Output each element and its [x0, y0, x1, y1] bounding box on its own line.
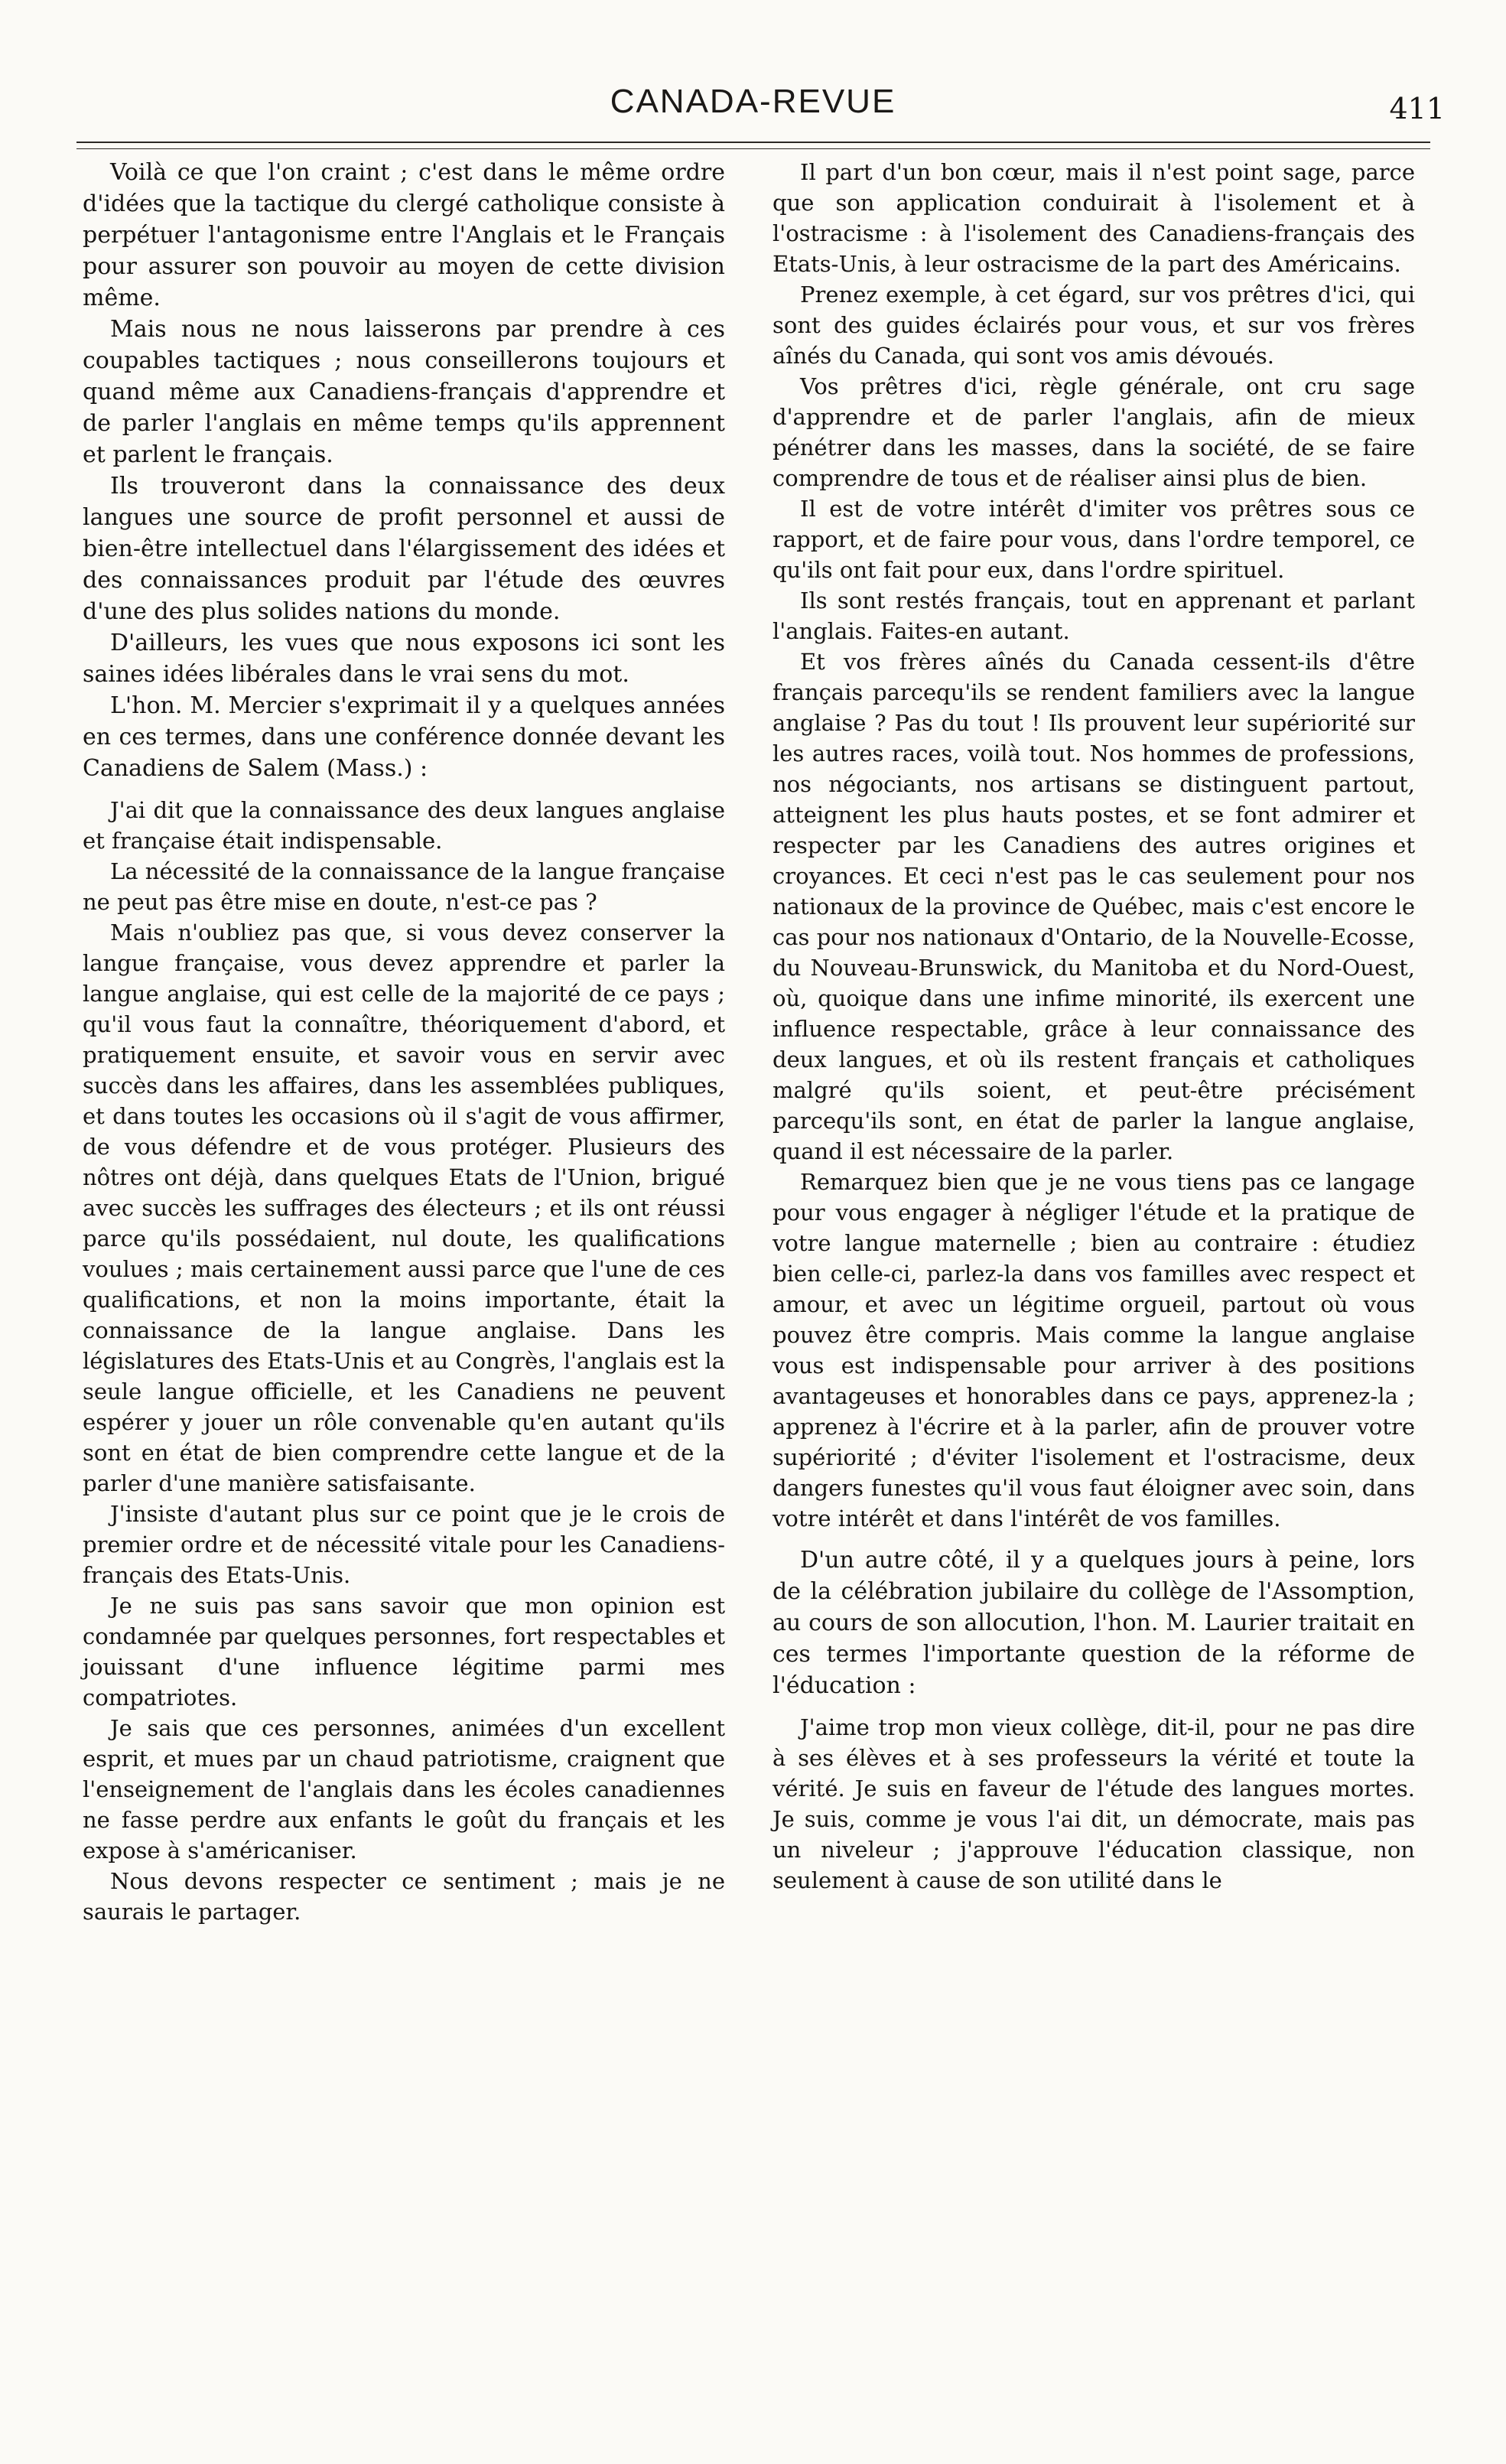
quote-paragraph: Nous devons respecter ce sentiment ; mais je ne saurais le partager.	[83, 1868, 725, 1925]
paragraph: Voilà ce que l'on craint ; c'est dans le même ordre d'idées que la tactique du clergé catholique consiste à perpétuer l'antagonisme entre l'Anglais et le Français pour assurer son pouvoir au moyen de cette division même.	[83, 159, 725, 311]
paragraph: D'ailleurs, les vues que nous exposons ici sont les saines idées libérales dans le vrai sens du mot.	[83, 630, 725, 688]
paragraph: Ils trouveront dans la connaissance des deux langues une source de profit personnel et aussi de bien-être intellectuel dans l'élargissement des idées et des connaissances produit par l'étude des œuvres d'une des plus solides nations du monde.	[83, 473, 725, 625]
page-header	[0, 0, 1506, 134]
quote-paragraph: Je sais que ces personnes, animées d'un excellent esprit, et mues par un chaud patriotisme, craignent que l'enseignement de l'anglais dans les écoles canadiennes ne fasse perdre aux enfants le goût du français et les expose à s'américaniser.	[83, 1715, 725, 1863]
quote-paragraph: Mais n'oubliez pas que, si vous devez conserver la langue française, vous devez apprendre et parler la langue anglaise, qui est celle de la majorité de ce pays ; qu'il vous faut la connaître, théoriquement d'abord, et pratiquement ensuite, et savoir vous en servir avec succès dans les affaires, dans les assemblées publiques, et dans toutes les occasions où il s'agit de vous affirmer, de vous défendre et de vous protéger. Plusieurs des nôtres ont déjà, dans quelques Etats de l'Union, brigué avec succès les suffrages des électeurs ; et ils ont réussi parce qu'ils possédaient, nul doute, les qualifications voulues ; mais certainement aussi parce que l'une de ces qualifications, et non la moins importante, était la connaissance de la langue anglaise. Dans les législatures des Etats-Unis et au Congrès, l'anglais est la seule langue officielle, et les Canadiens ne peuvent espérer y jouer un rôle convenable qu'en autant qu'ils sont en état de bien comprendre cette langue et de la parler d'une manière satisfaisante.	[83, 920, 725, 1496]
page-number: 411	[1389, 92, 1445, 125]
quote-paragraph: Prenez exemple, à cet égard, sur vos prêtres d'ici, qui sont des guides éclairés pour vous, et sur vos frères aînés du Canada, qui sont vos amis dévoués.	[773, 282, 1415, 369]
quote-paragraph: Et vos frères aînés du Canada cessent-ils d'être français parcequ'ils se rendent familiers avec la langue anglaise ? Pas du tout ! Ils prouvent leur supériorité sur les autres races, voilà tout. Nos hommes de professions, nos négociants, nos artisans se distinguent partout, atteignent les plus hauts postes, et se font admirer et respecter par les Canadiens des autres origines et croyances. Et ceci n'est pas le cas seulement pour nos nationaux de la province de Québec, mais c'est encore le cas pour nos nationaux d'Ontario, de la Nouvelle-Ecosse, du Nouveau-Brunswick, du Manitoba et du Nord-Ouest, où, quoique dans une infime minorité, ils exercent une influence respectable, grâce à leur connaissance des deux langues, et où ils restent français et catholiques malgré qu'ils soient, et peut-être précisément parcequ'ils sont, en état de parler la langue anglaise, quand il est nécessaire de la parler.	[773, 649, 1415, 1164]
quote-paragraph: J'ai dit que la connaissance des deux langues anglaise et française était indispensable.	[83, 797, 725, 854]
spacer	[773, 1701, 1415, 1712]
header-rule	[76, 142, 1430, 143]
paragraph: Mais nous ne nous laisserons par prendre à ces coupables tactiques ; nous conseillerons toujours et quand même aux Canadiens-français d'apprendre et de parler l'anglais en même temps qu'ils apprennent et parlent le français.	[83, 316, 725, 468]
header-rule-thin	[76, 148, 1430, 149]
quote-paragraph: Ils sont restés français, tout en apprenant et parlant l'anglais. Faites-en autant.	[773, 588, 1415, 644]
quote-paragraph: La nécessité de la connaissance de la langue française ne peut pas être mise en doute, n'est-ce pas ?	[83, 858, 725, 915]
quote-paragraph: Il est de votre intérêt d'imiter vos prêtres sous ce rapport, et de faire pour vous, dans l'ordre temporel, ce qu'ils ont fait pour eux, dans l'ordre spirituel.	[773, 496, 1415, 583]
quote-paragraph: J'aime trop mon vieux collège, dit-il, pour ne pas dire à ses élèves et à ses professeurs la vérité et toute la vérité. Je suis en faveur de l'étude des langues mortes. Je suis, comme je vous l'ai dit, un démocrate, mais pas un niveleur ; j'approuve l'éducation classique, non seulement à cause de son utilité dans le	[773, 1714, 1415, 1893]
quote-paragraph: Vos prêtres d'ici, règle générale, ont cru sage d'apprendre et de parler l'anglais, afin de mieux pénétrer dans les masses, dans la société, de se faire comprendre de tous et de réaliser ainsi plus de bien.	[773, 373, 1415, 491]
spacer	[83, 784, 725, 795]
quote-paragraph: J'insiste d'autant plus sur ce point que je le crois de premier ordre et de nécessité vitale pour les Canadiens-français des Etats-Unis.	[83, 1501, 725, 1588]
running-title: CANADA-REVUE	[610, 83, 896, 120]
paragraph: D'un autre côté, il y a quelques jours à peine, lors de la célébration jubilaire du collège de l'Assomption, au cours de son allocution, l'hon. M. Laurier traitait en ces termes l'importante question de la réforme de l'éducation :	[773, 1547, 1415, 1699]
spacer	[773, 1534, 1415, 1544]
paragraph: L'hon. M. Mercier s'exprimait il y a quelques années en ces termes, dans une conférence donnée devant les Canadiens de Salem (Mass.) :	[83, 692, 725, 782]
left-column	[83, 157, 725, 1927]
quote-paragraph: Remarquez bien que je ne vous tiens pas ce langage pour vous engager à négliger l'étude et la pratique de votre langue maternelle ; bien au contraire : étudiez bien celle-ci, parlez-la dans vos familles avec respect et amour, et avec un légitime orgueil, partout où vous pouvez être compris. Mais comme la langue anglaise vous est indispensable pour arriver à des positions avantageuses et honorables dans ce pays, apprenez-la ; apprenez à l'écrire et à la parler, afin de prouver votre supériorité ; d'éviter l'isolement et l'ostracisme, deux dangers funestes qu'il vous faut éloigner avec soin, dans votre intérêt et dans l'intérêt de vos familles.	[773, 1169, 1415, 1531]
quote-paragraph: Il part d'un bon cœur, mais il n'est point sage, parce que son application conduirait à l'isolement et à l'ostracisme : à l'isolement des Canadiens-français des Etats-Unis, à leur ostracisme de la part des Américains.	[773, 159, 1415, 277]
quote-paragraph: Je ne suis pas sans savoir que mon opinion est condamnée par quelques personnes, fort respectables et jouissant d'une influence légitime parmi mes compatriotes.	[83, 1593, 725, 1710]
right-column	[773, 157, 1415, 1896]
